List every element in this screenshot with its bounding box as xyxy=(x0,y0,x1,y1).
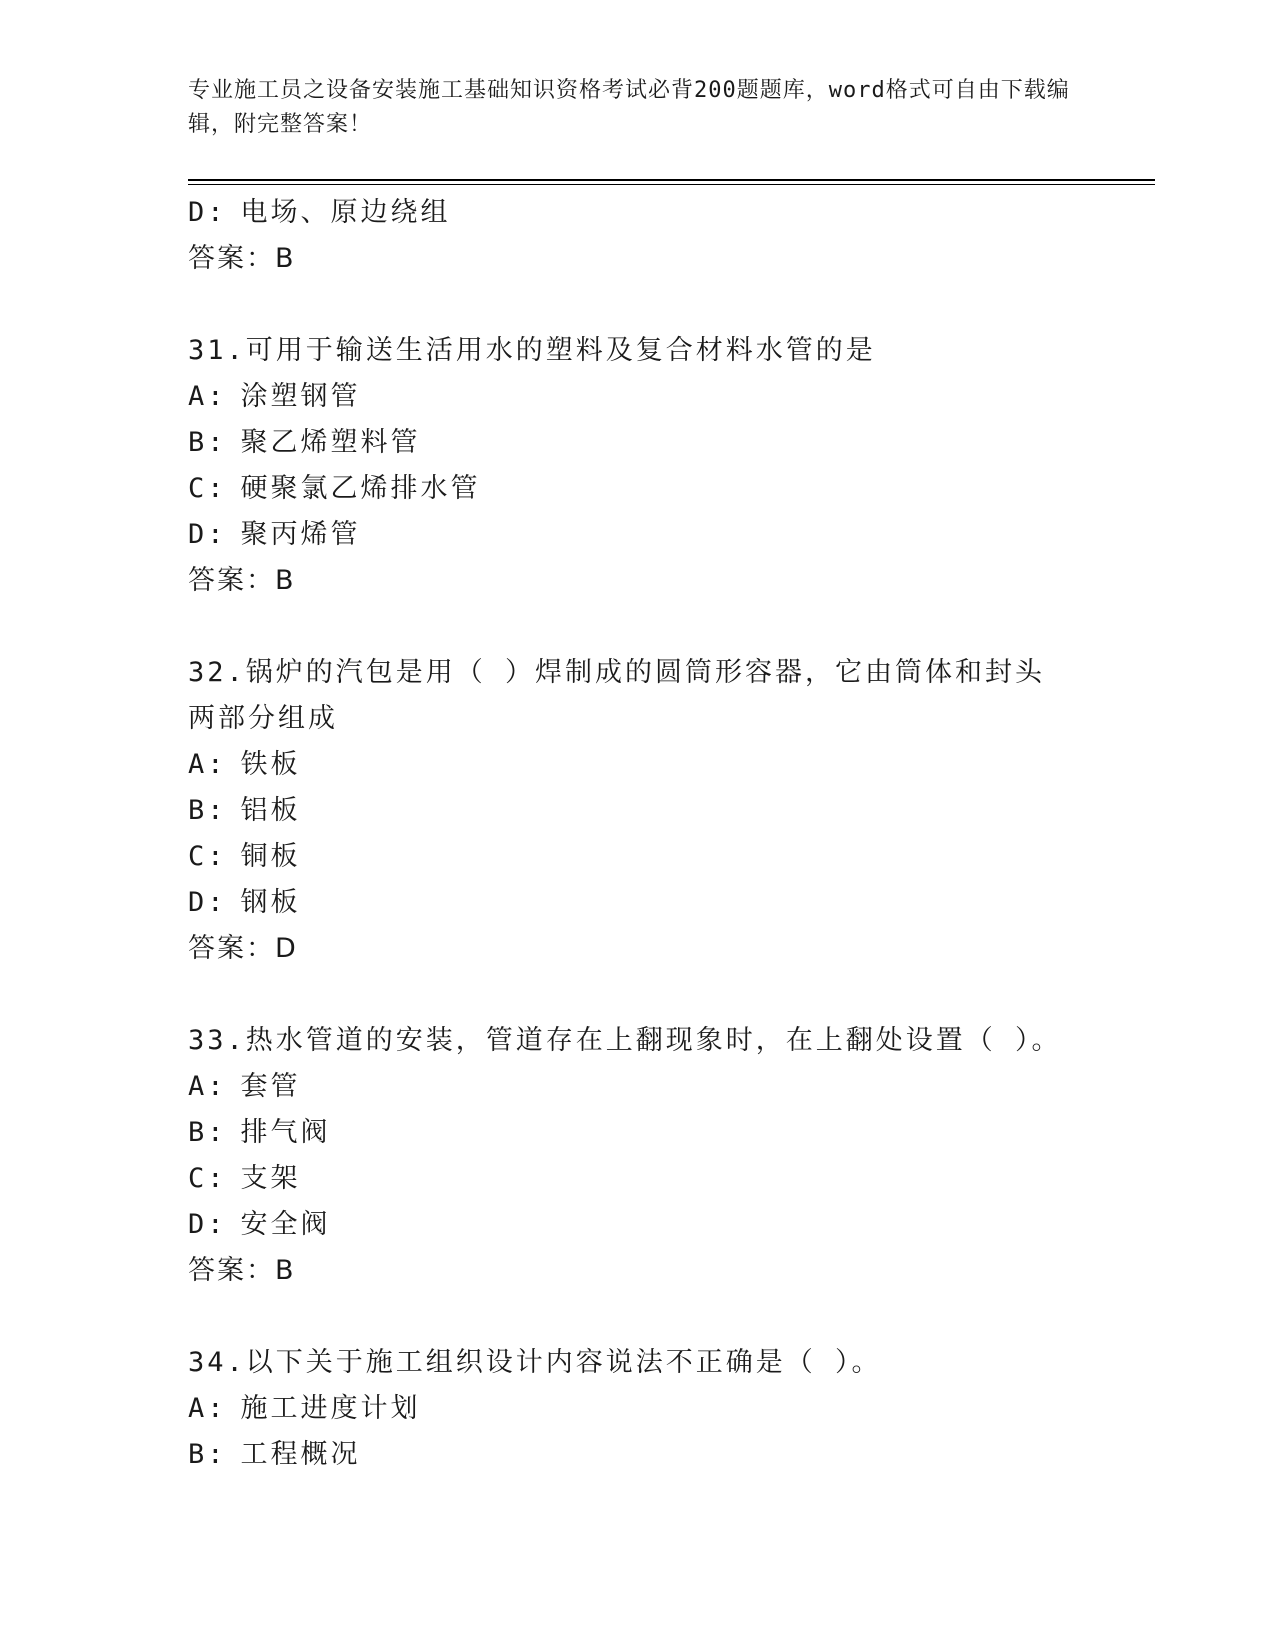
option-text: 排气阀 xyxy=(240,1117,331,1148)
option-letter: D: xyxy=(188,1209,227,1240)
option-text: 聚丙烯管 xyxy=(240,519,361,550)
option-text: 施工进度计划 xyxy=(240,1393,421,1424)
option-text: 安全阀 xyxy=(240,1209,331,1240)
header-divider-thin xyxy=(188,184,1155,185)
option-letter: A: xyxy=(188,749,227,780)
question-content xyxy=(188,190,1088,1478)
option-letter: C: xyxy=(188,841,227,872)
question-32-option-a xyxy=(188,742,1088,788)
option-letter: C: xyxy=(188,1163,227,1194)
question-33-answer: 答案：B xyxy=(188,1255,296,1286)
option-letter: B: xyxy=(188,795,227,826)
question-33-option-d xyxy=(188,1202,1088,1248)
option-text: 套管 xyxy=(240,1071,301,1102)
header-divider-thick xyxy=(188,179,1155,181)
option-letter: D: xyxy=(188,197,227,228)
document-header-title: 专业施工员之设备安装施工基础知识资格考试必背200题题库，word格式可自由下载编辑，附完整答案！ xyxy=(188,78,1070,137)
option-letter: B: xyxy=(188,1117,227,1148)
option-text: 聚乙烯塑料管 xyxy=(240,427,421,458)
question-33-stem: 33.热水管道的安装，管道存在上翻现象时，在上翻处设置（ ）。 xyxy=(188,1025,1062,1056)
question-33-option-c xyxy=(188,1156,1088,1202)
option-letter: B: xyxy=(188,427,227,458)
option-d-prev xyxy=(188,190,1088,236)
question-32-option-c xyxy=(188,834,1088,880)
question-32-option-d xyxy=(188,880,1088,926)
option-letter: A: xyxy=(188,1393,227,1424)
option-text: 涂塑钢管 xyxy=(240,381,361,412)
option-text: 铁板 xyxy=(240,749,301,780)
option-letter: D: xyxy=(188,519,227,550)
question-31-option-b xyxy=(188,420,1088,466)
question-34-option-a xyxy=(188,1386,1088,1432)
option-text: 铜板 xyxy=(240,841,301,872)
option-text: 硬聚氯乙烯排水管 xyxy=(240,473,481,504)
option-text: 工程概况 xyxy=(240,1439,361,1470)
question-34-stem: 34.以下关于施工组织设计内容说法不正确是（ ）。 xyxy=(188,1347,882,1378)
option-letter: A: xyxy=(188,381,227,412)
option-text: 电场、原边绕组 xyxy=(240,197,451,228)
option-letter: C: xyxy=(188,473,227,504)
question-32-stem: 32.锅炉的汽包是用（ ）焊制成的圆筒形容器，它由筒体和封头两部分组成 xyxy=(188,657,1046,734)
question-33-option-b xyxy=(188,1110,1088,1156)
question-31-stem: 31.可用于输送生活用水的塑料及复合材料水管的是 xyxy=(188,335,876,366)
question-31-option-c xyxy=(188,466,1088,512)
answer-prev: 答案：B xyxy=(188,243,296,274)
option-text: 铝板 xyxy=(240,795,301,826)
option-letter: B: xyxy=(188,1439,227,1470)
option-letter: D: xyxy=(188,887,227,918)
question-34-option-b xyxy=(188,1432,1088,1478)
option-letter: A: xyxy=(188,1071,227,1102)
question-31-answer: 答案：B xyxy=(188,565,296,596)
question-31-option-a xyxy=(188,374,1088,420)
question-32-answer: 答案：D xyxy=(188,933,298,964)
question-32-option-b xyxy=(188,788,1088,834)
option-text: 钢板 xyxy=(240,887,301,918)
question-33-option-a xyxy=(188,1064,1088,1110)
option-text: 支架 xyxy=(240,1163,301,1194)
question-31-option-d xyxy=(188,512,1088,558)
